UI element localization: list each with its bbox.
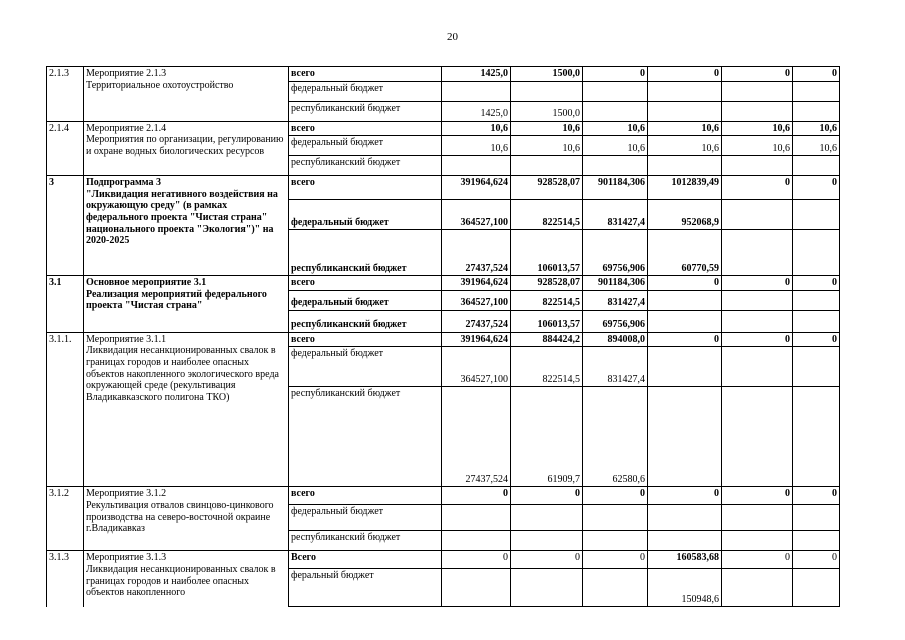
value-cell: [442, 156, 511, 176]
value-cell: 10,6: [442, 136, 511, 156]
value-cell: [793, 531, 840, 551]
value-cell: [722, 200, 793, 230]
value-cell: 60770,59: [648, 230, 722, 276]
value-cell: 10,6: [722, 136, 793, 156]
row-title: Мероприятие 3.1.1: [86, 333, 167, 345]
funding-source: федеральный бюджет: [289, 200, 442, 230]
funding-source: федеральный бюджет: [289, 505, 442, 531]
page-number: 20: [447, 31, 458, 43]
value-cell: 884424,2: [511, 332, 583, 347]
value-cell: 0: [793, 276, 840, 291]
value-cell: 952068,9: [648, 200, 722, 230]
value-cell: [583, 569, 648, 607]
funding-source: республиканский бюджет: [289, 230, 442, 276]
table-row: [47, 67, 840, 82]
value-cell: [648, 531, 722, 551]
value-cell: 391964,624: [442, 332, 511, 347]
value-cell: [793, 505, 840, 531]
value-cell: [442, 505, 511, 531]
value-cell: [648, 505, 722, 531]
value-cell: 10,6: [583, 136, 648, 156]
value-cell: [583, 505, 648, 531]
value-cell: 928528,07: [511, 176, 583, 200]
value-cell: 364527,100: [442, 347, 511, 387]
funding-source: республиканский бюджет: [289, 156, 442, 176]
table-row: [47, 121, 840, 136]
value-cell: 928528,07: [511, 276, 583, 291]
value-cell: [442, 569, 511, 607]
row-title: Мероприятие 3.1.2: [86, 488, 167, 500]
funding-source: всего: [289, 121, 442, 136]
table-row: [47, 176, 840, 200]
value-cell: 10,6: [793, 121, 840, 136]
value-cell: [648, 387, 722, 487]
value-cell: 0: [648, 332, 722, 347]
value-cell: [511, 505, 583, 531]
table-row: [47, 551, 840, 569]
value-cell: [722, 81, 793, 101]
value-cell: 0: [511, 551, 583, 569]
value-cell: [583, 81, 648, 101]
funding-source: всего: [289, 176, 442, 200]
value-cell: 0: [648, 276, 722, 291]
value-cell: 0: [793, 332, 840, 347]
funding-source: Всего: [289, 551, 442, 569]
value-cell: [722, 101, 793, 121]
value-cell: [722, 531, 793, 551]
value-cell: 27437,524: [442, 310, 511, 332]
value-cell: 27437,524: [442, 387, 511, 487]
row-title: Мероприятие 2.1.4: [86, 122, 167, 134]
row-description: [84, 121, 289, 176]
funding-source: республиканский бюджет: [289, 310, 442, 332]
value-cell: 822514,5: [511, 290, 583, 310]
value-cell: [648, 310, 722, 332]
row-desc-text: Территориальное охотоустройство: [86, 79, 234, 91]
value-cell: 1012839,49: [648, 176, 722, 200]
value-cell: 0: [442, 551, 511, 569]
value-cell: [793, 387, 840, 487]
value-cell: [511, 569, 583, 607]
value-cell: [722, 505, 793, 531]
row-desc-text: Рекультивация отвалов свинцово-цинкового производства на северо-восточной окраине г.Владикавказ: [86, 499, 274, 535]
value-cell: 1425,0: [442, 101, 511, 121]
value-cell: 0: [583, 551, 648, 569]
value-cell: 831427,4: [583, 200, 648, 230]
value-cell: [583, 156, 648, 176]
value-cell: [793, 230, 840, 276]
value-cell: [722, 156, 793, 176]
table-row: [47, 487, 840, 505]
funding-source: федеральный бюджет: [289, 347, 442, 387]
value-cell: 10,6: [648, 136, 722, 156]
value-cell: 364527,100: [442, 290, 511, 310]
value-cell: 10,6: [442, 121, 511, 136]
value-cell: 10,6: [583, 121, 648, 136]
value-cell: 364527,100: [442, 200, 511, 230]
value-cell: 69756,906: [583, 310, 648, 332]
value-cell: [511, 531, 583, 551]
value-cell: 0: [793, 67, 840, 82]
row-code: 2.1.3: [47, 67, 84, 122]
value-cell: 0: [722, 176, 793, 200]
row-code: 3.1.3: [47, 551, 84, 607]
value-cell: [793, 81, 840, 101]
value-cell: 106013,57: [511, 230, 583, 276]
value-cell: 0: [722, 487, 793, 505]
value-cell: [648, 81, 722, 101]
row-code: 2.1.4: [47, 121, 84, 176]
row-title: Мероприятие 3.1.3: [86, 552, 167, 564]
value-cell: 391964,624: [442, 276, 511, 291]
row-desc-text: "Ликвидация негативного воздействия на окружающую среду" (в рамках федерального проекта "Чистая страна" национального проекта "Экология")" на 2020-2025: [86, 188, 278, 247]
value-cell: [793, 310, 840, 332]
funding-source: всего: [289, 332, 442, 347]
row-title: Основное мероприятие 3.1: [86, 277, 207, 289]
value-cell: 1500,0: [511, 67, 583, 82]
value-cell: [722, 347, 793, 387]
value-cell: 822514,5: [511, 200, 583, 230]
value-cell: [648, 290, 722, 310]
row-description: [84, 487, 289, 551]
funding-source: федеральный бюджет: [289, 290, 442, 310]
value-cell: 0: [648, 487, 722, 505]
row-desc-text: Мероприятия по организации, регулированию и охране водных биологических ресурсов: [86, 134, 284, 157]
value-cell: [793, 569, 840, 607]
value-cell: 106013,57: [511, 310, 583, 332]
value-cell: 0: [793, 176, 840, 200]
funding-source: федеральный бюджет: [289, 81, 442, 101]
value-cell: 0: [793, 551, 840, 569]
value-cell: 0: [722, 332, 793, 347]
value-cell: 0: [793, 487, 840, 505]
value-cell: 831427,4: [583, 290, 648, 310]
budget-table: [46, 66, 840, 607]
value-cell: [648, 347, 722, 387]
value-cell: 894008,0: [583, 332, 648, 347]
value-cell: 822514,5: [511, 347, 583, 387]
value-cell: 0: [442, 487, 511, 505]
funding-source: всего: [289, 276, 442, 291]
value-cell: [511, 156, 583, 176]
funding-source: республиканский бюджет: [289, 531, 442, 551]
value-cell: 10,6: [511, 121, 583, 136]
value-cell: [722, 310, 793, 332]
row-description: [84, 67, 289, 122]
funding-source: республиканский бюджет: [289, 387, 442, 487]
value-cell: 61909,7: [511, 387, 583, 487]
value-cell: 0: [722, 276, 793, 291]
table-row: [47, 332, 840, 347]
value-cell: 10,6: [648, 121, 722, 136]
value-cell: 901184,306: [583, 276, 648, 291]
row-code: 3.1.1.: [47, 332, 84, 487]
value-cell: [442, 81, 511, 101]
value-cell: [648, 156, 722, 176]
value-cell: [648, 101, 722, 121]
value-cell: 391964,624: [442, 176, 511, 200]
value-cell: 10,6: [722, 121, 793, 136]
value-cell: 150948,6: [648, 569, 722, 607]
row-desc-text: Ликвидация несанкционированных свалок в границах городов и наиболее опасных объектов накопленного: [86, 563, 276, 599]
row-description: [84, 276, 289, 333]
row-title: Мероприятие 2.1.3: [86, 68, 167, 79]
value-cell: 0: [722, 67, 793, 82]
value-cell: 62580,6: [583, 387, 648, 487]
value-cell: 901184,306: [583, 176, 648, 200]
value-cell: [511, 81, 583, 101]
value-cell: 0: [583, 487, 648, 505]
row-code: 3: [47, 176, 84, 276]
row-description: [84, 551, 289, 607]
value-cell: 10,6: [511, 136, 583, 156]
table-row: [47, 276, 840, 291]
value-cell: 69756,906: [583, 230, 648, 276]
funding-source: федеральный бюджет: [289, 136, 442, 156]
funding-source: всего: [289, 67, 442, 82]
value-cell: [793, 347, 840, 387]
row-code: 3.1: [47, 276, 84, 333]
value-cell: [583, 101, 648, 121]
value-cell: [722, 569, 793, 607]
funding-source: феральный бюджет: [289, 569, 442, 607]
value-cell: [793, 101, 840, 121]
value-cell: 0: [648, 67, 722, 82]
value-cell: [722, 387, 793, 487]
row-description: [84, 332, 289, 487]
value-cell: 0: [583, 67, 648, 82]
value-cell: 831427,4: [583, 347, 648, 387]
row-description: [84, 176, 289, 276]
row-code: 3.1.2: [47, 487, 84, 551]
funding-source: всего: [289, 487, 442, 505]
funding-source: республиканский бюджет: [289, 101, 442, 121]
row-desc-text: Ликвидация несанкционированных свалок в границах городов и наиболее опасных объектов накопленного экологического вреда окружающей среде (рекультивация Владикавказского полигона ТКО): [86, 345, 279, 403]
value-cell: 1425,0: [442, 67, 511, 82]
row-title: Подпрограмма 3: [86, 177, 162, 189]
value-cell: 10,6: [793, 136, 840, 156]
value-cell: 0: [511, 487, 583, 505]
value-cell: [793, 200, 840, 230]
value-cell: 160583,68: [648, 551, 722, 569]
value-cell: 1500,0: [511, 101, 583, 121]
row-desc-text: Реализация мероприятий федерального проекта "Чистая страна": [86, 288, 267, 312]
value-cell: [793, 290, 840, 310]
value-cell: [722, 230, 793, 276]
value-cell: [442, 531, 511, 551]
value-cell: 27437,524: [442, 230, 511, 276]
value-cell: 0: [722, 551, 793, 569]
value-cell: [722, 290, 793, 310]
value-cell: [793, 156, 840, 176]
value-cell: [583, 531, 648, 551]
